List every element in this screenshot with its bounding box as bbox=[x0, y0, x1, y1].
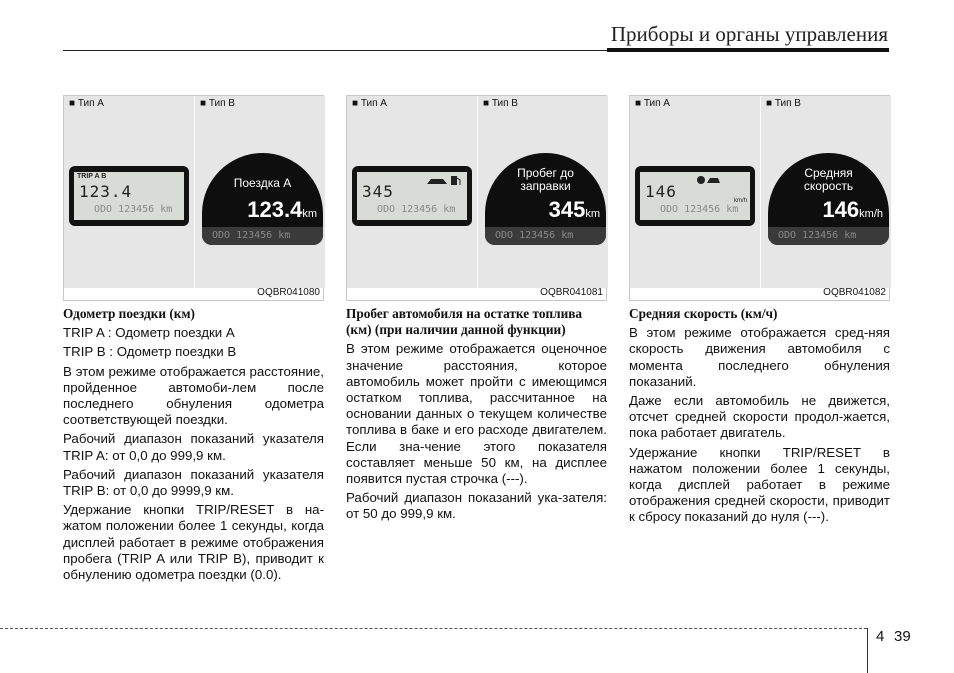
tft-mode-title-line1: Средняя bbox=[804, 166, 853, 180]
figure-fuel-range bbox=[346, 95, 607, 301]
footer-divider bbox=[867, 628, 868, 673]
paragraph: Рабочий диапазон показаний указателя TRIP A: от 0,0 до 999,9 км. bbox=[63, 431, 324, 463]
tft-unit: km bbox=[302, 208, 317, 220]
paragraph: Даже если автомобиль не движется, отсчет средней скорости продол-жается, пока работает двигатель. bbox=[629, 393, 890, 441]
figure-average-speed bbox=[629, 95, 890, 301]
section-heading: Пробег автомобиля на остатке топлива (км) (при наличии данной функции) bbox=[346, 306, 583, 338]
tft-value: 146km/h bbox=[822, 197, 883, 222]
paragraph: Удержание кнопки TRIP/RESET в на-жатом положении более 1 секунды, когда дисплей работает в режиме отображения пробега (TRIP A или TRIP B), приводит к обнулению одометра поездки (0.0). bbox=[63, 502, 324, 583]
figure-code: OQBR041081 bbox=[540, 287, 603, 298]
tft-mode-title-line1: Пробег до bbox=[517, 166, 574, 180]
lcd-odometer: ODO 123456 km bbox=[660, 204, 739, 215]
paragraph: Удержание кнопки TRIP/RESET в нажатом положении более 1 секунды, когда дисплей работает в режиме отображения средней скорости, приводит к сбросу показаний до нуля (---). bbox=[629, 444, 890, 525]
lcd-trip-value: 123.4 bbox=[79, 182, 133, 201]
section-heading: Средняя скорость (км/ч) bbox=[629, 306, 778, 321]
panel-type-a bbox=[630, 96, 760, 288]
paragraph: TRIP B : Одометр поездки B bbox=[63, 344, 237, 360]
footer-dashed-rule bbox=[0, 628, 867, 629]
speed-clock-icon bbox=[695, 174, 721, 186]
tft-display bbox=[202, 153, 323, 245]
panel-type-a bbox=[64, 96, 194, 288]
tft-unit: km bbox=[585, 208, 600, 220]
tft-display bbox=[485, 153, 606, 245]
type-a-label: ■ Тип A bbox=[635, 98, 670, 109]
header-rule-accent bbox=[607, 48, 889, 52]
type-a-label: ■ Тип A bbox=[352, 98, 387, 109]
type-a-label: ■ Тип A bbox=[69, 98, 104, 109]
figure-trip-odometer bbox=[63, 95, 324, 301]
type-b-label: ■ Тип B bbox=[483, 98, 518, 109]
paragraph: TRIP A : Одометр поездки A bbox=[63, 325, 235, 341]
tft-mode-title-line2: заправки bbox=[520, 179, 571, 193]
tft-unit: km/h bbox=[859, 208, 883, 220]
tft-odometer: ODO 123456 km bbox=[202, 227, 323, 245]
lcd-odometer: ODO 123456 km bbox=[377, 204, 456, 215]
lcd-speed-value: 146 bbox=[645, 182, 677, 201]
tft-value: 123.4km bbox=[247, 197, 317, 222]
tft-odometer: ODO 123456 km bbox=[768, 227, 889, 245]
tft-value: 345km bbox=[548, 197, 600, 222]
lcd-display bbox=[352, 166, 472, 226]
lcd-display bbox=[69, 166, 189, 226]
paragraph: Рабочий диапазон показаний ука-зателя: от 50 до 999,9 км. bbox=[346, 490, 607, 522]
panel-type-b bbox=[195, 96, 325, 288]
tft-display bbox=[768, 153, 889, 245]
column-average-speed bbox=[629, 306, 890, 529]
chapter-number: 4 bbox=[876, 628, 885, 645]
page-number: 39 bbox=[894, 628, 911, 645]
paragraph: В этом режиме отображается оценочное значение расстояния, которое автомобиль может пройти с имеющимся остатком топлива, рассчитанное на основании данных о текущем количестве топлива в баке и его расходе двигателем. Если зна-чение этого показателя составляет меньше 50 км, на дисплее появится пустая строчка (---). bbox=[346, 341, 607, 487]
tft-mode-title: Поездка A bbox=[233, 176, 292, 190]
lcd-range-value: 345 bbox=[362, 182, 394, 201]
column-fuel-range bbox=[346, 306, 607, 526]
section-heading: Одометр поездки (км) bbox=[63, 306, 195, 321]
paragraph: В этом режиме отображается расстояние, пройденное автомоби-лем после последнего обнуления одометра соответствующей поездки. bbox=[63, 363, 324, 428]
paragraph: Рабочий диапазон показаний указателя TRIP B: от 0,0 до 9999,9 км. bbox=[63, 466, 324, 499]
figure-code: OQBR041082 bbox=[823, 287, 886, 298]
panel-type-b bbox=[478, 96, 608, 288]
tft-odometer: ODO 123456 km bbox=[485, 227, 606, 245]
lcd-display bbox=[635, 166, 755, 226]
type-b-label: ■ Тип B bbox=[200, 98, 235, 109]
tft-mode-title-line2: скорость bbox=[803, 179, 854, 193]
page-header-title: Приборы и органы управления bbox=[610, 22, 888, 46]
type-b-label: ■ Тип B bbox=[766, 98, 801, 109]
lcd-odometer: ODO 123456 km bbox=[94, 204, 173, 215]
panel-type-b bbox=[761, 96, 891, 288]
lcd-unit: km/h bbox=[733, 198, 747, 204]
figure-code: OQBR041080 bbox=[257, 287, 320, 298]
panel-type-a bbox=[347, 96, 477, 288]
car-fuel-icon bbox=[425, 174, 463, 188]
paragraph: В этом режиме отображается сред-няя скорость движения автомобиля с момента последнего обнуления показаний. bbox=[629, 325, 890, 389]
lcd-trip-indicator: TRIP A B bbox=[77, 173, 107, 180]
column-trip-odometer bbox=[63, 306, 324, 586]
